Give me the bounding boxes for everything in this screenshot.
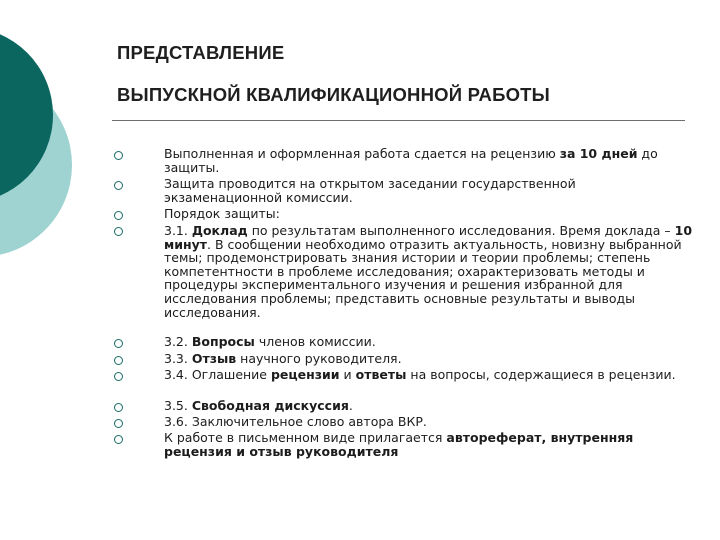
- text: К работе в письменном виде прилагается: [164, 430, 447, 445]
- list-item: [164, 368, 694, 382]
- text: Порядок защиты:: [164, 206, 280, 221]
- bold-text: рецензии: [270, 367, 340, 382]
- list-item: [164, 399, 694, 413]
- bold-text: за 10 дней: [559, 146, 638, 161]
- text: до защиты.: [164, 146, 658, 175]
- list-item: [164, 352, 694, 366]
- slide-title-line1: ПРЕДСТАВЛЕНИЕ: [117, 42, 285, 63]
- text: 3.5.: [164, 398, 192, 413]
- text: 3.4. Оглашение: [164, 367, 271, 382]
- bold-text: автореферат, внутренняя рецензия и отзыв руководителя: [164, 430, 634, 459]
- text: 3.3.: [164, 351, 192, 366]
- text: на вопросы, содержащиеся в рецензии.: [406, 367, 676, 382]
- text: Выполненная и оформленная работа сдается на рецензию: [164, 146, 560, 161]
- hollow-circle-icon: [114, 181, 123, 190]
- text: Защита проводится на открытом заседании государственной экзаменационной комиссии.: [164, 176, 576, 205]
- hollow-circle-icon: [114, 372, 123, 381]
- bold-text: Вопросы: [191, 334, 255, 349]
- text: . В сообщении необходимо отразить актуальность, новизну выбранной темы; продемонстрировать знания истории и теории проблемы; степень компетентности в проблеме исследования; охарактеризовать методы и процедуры экспериментального изучения и решения избранной для исследования проблемы; представить основные результаты и выводы исследования.: [164, 236, 682, 320]
- bold-text: Свободная дискуссия: [191, 398, 349, 413]
- text: членов комиссии.: [254, 334, 376, 349]
- list-item: [164, 431, 694, 458]
- list-item: [164, 177, 694, 204]
- list-item: [164, 224, 694, 319]
- bold-text: 10 минут: [164, 223, 693, 252]
- bold-text: ответы: [355, 367, 407, 382]
- text: 3.2.: [164, 334, 192, 349]
- hollow-circle-icon: [114, 356, 123, 365]
- hollow-circle-icon: [114, 403, 123, 412]
- bold-text: Доклад: [191, 223, 248, 238]
- text: научного руководителя.: [236, 351, 402, 366]
- text: .: [348, 398, 353, 413]
- hollow-circle-icon: [114, 227, 123, 236]
- slide-title-line2: ВЫПУСКНОЙ КВАЛИФИКАЦИОННОЙ РАБОТЫ: [117, 84, 550, 105]
- text: 3.1.: [164, 223, 192, 238]
- list-item: [164, 335, 694, 349]
- list-item: [164, 415, 694, 429]
- text: и: [339, 367, 356, 382]
- hollow-circle-icon: [114, 435, 123, 444]
- hollow-circle-icon: [114, 151, 123, 160]
- hollow-circle-icon: [114, 419, 123, 428]
- text: 3.6. Заключительное слово автора ВКР.: [164, 414, 427, 429]
- bold-text: Отзыв: [191, 351, 237, 366]
- list-item: [164, 207, 694, 221]
- hollow-circle-icon: [114, 339, 123, 348]
- text: по результатам выполненного исследования. Время доклада –: [247, 223, 675, 238]
- list-item: [164, 147, 694, 174]
- hollow-circle-icon: [114, 211, 123, 220]
